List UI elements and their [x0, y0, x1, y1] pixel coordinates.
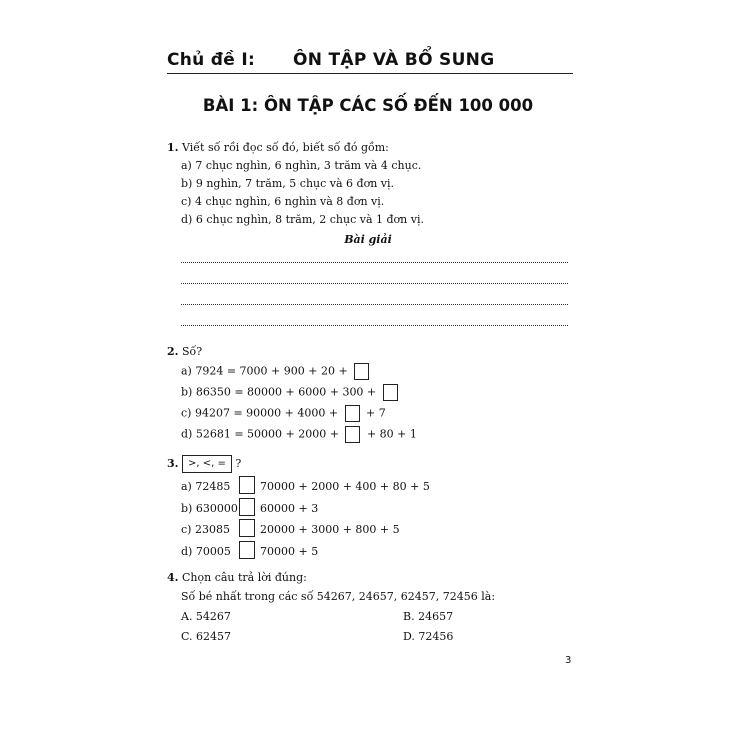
exercise-1-item-a: a) 7 chục nghìn, 6 nghìn, 3 trăm và 4 chục.	[181, 159, 422, 172]
chapter-divider	[167, 73, 573, 74]
comparison-box[interactable]	[239, 541, 255, 559]
answer-box[interactable]	[354, 363, 369, 380]
answer-box[interactable]	[345, 405, 360, 422]
exercise-4-number: 4.	[167, 571, 179, 584]
exercise-2-item-a	[181, 363, 372, 380]
exercise-3-item-a-left: a) 72485	[181, 480, 231, 493]
exercise-3-prompt	[167, 455, 241, 473]
chapter-title: ÔN TẬP VÀ BỔ SUNG	[293, 50, 495, 70]
exercise-3-question-mark: ?	[235, 457, 242, 470]
exercise-2-item-c	[181, 405, 386, 422]
exercise-1-prompt	[167, 141, 389, 155]
exercise-2-item-b-text: b) 86350 = 80000 + 6000 + 300 +	[181, 385, 380, 399]
exercise-2-number: 2.	[167, 345, 179, 358]
exercise-3-item-c-left: c) 23085	[181, 523, 230, 536]
answer-line	[181, 304, 568, 305]
exercise-2-prompt-text: Số?	[181, 345, 203, 358]
exercise-1-number: 1.	[167, 141, 179, 154]
exercise-3-item-b-right: 60000 + 3	[260, 502, 319, 515]
exercise-2-item-c-text: c) 94207 = 90000 + 4000 +	[181, 406, 342, 420]
option-d[interactable]: D. 72456	[403, 630, 454, 643]
exercise-2-item-d-rest: + 80 + 1	[363, 427, 417, 441]
answer-line	[181, 262, 568, 263]
comparison-box[interactable]	[239, 498, 255, 516]
exercise-4-prompt	[167, 571, 307, 585]
answer-box[interactable]	[345, 426, 360, 443]
comparison-box[interactable]	[239, 476, 255, 494]
solution-label: Bài giải	[344, 233, 392, 246]
exercise-3-item-b-left: b) 630000	[181, 502, 238, 515]
exercise-2-item-b	[181, 384, 401, 401]
answer-line	[181, 325, 568, 326]
exercise-2-item-d-text: d) 52681 = 50000 + 2000 +	[181, 427, 343, 441]
exercise-2-item-c-rest: + 7	[362, 406, 386, 420]
option-c[interactable]: C. 62457	[181, 630, 232, 643]
chapter-heading	[167, 50, 495, 70]
comparison-symbols-box: >, <, =	[182, 455, 232, 473]
option-b[interactable]: B. 24657	[403, 610, 454, 623]
exercise-3-item-a-right: 70000 + 2000 + 400 + 80 + 5	[260, 480, 430, 493]
option-a[interactable]: A. 54267	[181, 610, 231, 623]
exercise-4-prompt-text: Chọn câu trả lời đúng:	[181, 571, 307, 584]
exercise-2-prompt	[167, 345, 202, 359]
chapter-label: Chủ đề I:	[167, 50, 256, 70]
answer-box[interactable]	[383, 384, 398, 401]
lesson-title: BÀI 1: ÔN TẬP CÁC SỐ ĐẾN 100 000	[202, 96, 534, 115]
exercise-1-item-d: d) 6 chục nghìn, 8 trăm, 2 chục và 1 đơn vị.	[181, 213, 424, 226]
exercise-4-question: Số bé nhất trong các số 54267, 24657, 62457, 72456 là:	[181, 590, 496, 603]
page-number: 3	[565, 655, 572, 666]
exercise-3-item-c-right: 20000 + 3000 + 800 + 5	[260, 523, 400, 536]
exercise-1-prompt-text: Viết số rồi đọc số đó, biết số đó gồm:	[181, 141, 389, 154]
exercise-3-item-d-left: d) 70005	[181, 545, 231, 558]
answer-line	[181, 283, 568, 284]
exercise-1-item-b: b) 9 nghìn, 7 trăm, 5 chục và 6 đơn vị.	[181, 177, 395, 190]
comparison-box[interactable]	[239, 519, 255, 537]
exercise-1-item-c: c) 4 chục nghìn, 6 nghìn và 8 đơn vị.	[181, 195, 385, 208]
exercise-2-item-a-text: a) 7924 = 7000 + 900 + 20 +	[181, 364, 352, 378]
exercise-3-item-d-right: 70000 + 5	[260, 545, 319, 558]
exercise-2-item-d	[181, 426, 417, 443]
exercise-3-number: 3.	[167, 457, 179, 470]
